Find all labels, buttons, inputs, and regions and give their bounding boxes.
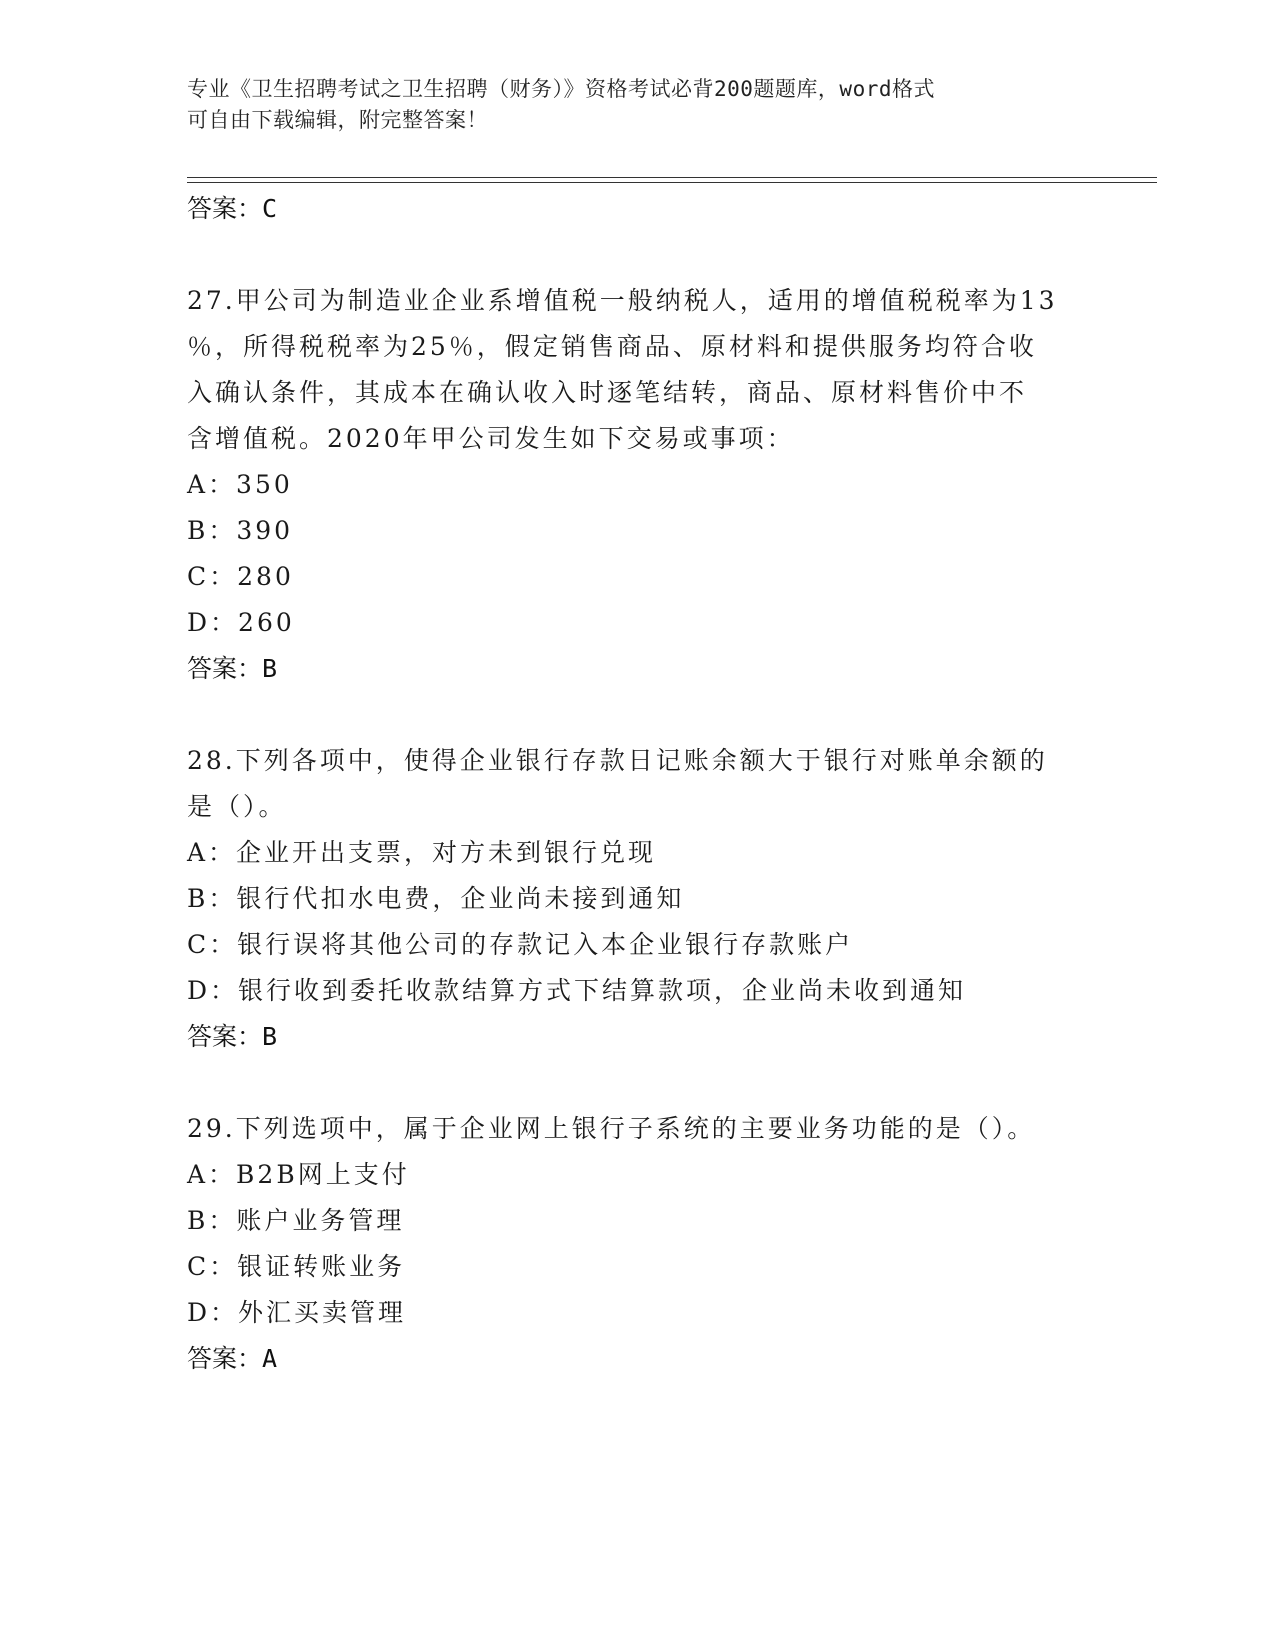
header-line-1: 专业《卫生招聘考试之卫生招聘（财务）》资格考试必背200题题库，word格式 (187, 77, 935, 101)
answer-29: 答案：A (187, 1344, 278, 1373)
answer-28: 答案：B (187, 1022, 278, 1051)
option-a: A：350 (187, 470, 293, 499)
question-text-line: 入确认条件，其成本在确认收入时逐笔结转，商品、原材料售价中不 (187, 378, 1028, 407)
option-c: C：280 (187, 562, 294, 591)
question-text-line: 28.下列各项中，使得企业银行存款日记账余额大于银行对账单余额的 (187, 746, 1048, 775)
option-b: B：银行代扣水电费，企业尚未接到通知 (187, 884, 685, 913)
option-d: D：外汇买卖管理 (187, 1298, 407, 1327)
previous-answer: 答案：C (187, 194, 278, 223)
question-text-line: 29.下列选项中，属于企业网上银行子系统的主要业务功能的是（）。 (187, 1114, 1036, 1143)
question-29 (187, 1106, 1087, 1382)
header-line-2: 可自由下载编辑，附完整答案！ (187, 108, 488, 132)
document-header (187, 74, 1087, 136)
option-b: B：账户业务管理 (187, 1206, 405, 1235)
question-28 (187, 738, 1087, 1060)
spacer (187, 232, 1087, 278)
question-text-line: 含增值税。2020年甲公司发生如下交易或事项： (187, 424, 795, 453)
option-b: B：390 (187, 516, 294, 545)
option-a: A：B2B网上支付 (187, 1160, 410, 1189)
spacer (187, 692, 1087, 738)
question-text-line: ％，所得税税率为25％，假定销售商品、原材料和提供服务均符合收 (187, 332, 1037, 361)
answer-27: 答案：B (187, 654, 278, 683)
question-text-line: 27.甲公司为制造业企业系增值税一般纳税人，适用的增值税税率为13 (187, 286, 1058, 315)
header-divider-top (187, 177, 1157, 178)
header-divider-bottom (187, 182, 1157, 183)
spacer (187, 1060, 1087, 1106)
option-a: A：企业开出支票，对方未到银行兑现 (187, 838, 657, 867)
question-text-line: 是（）。 (187, 792, 287, 821)
option-c: C：银证转账业务 (187, 1252, 406, 1281)
question-27 (187, 278, 1087, 692)
option-d: D：260 (187, 608, 295, 637)
question-list (187, 186, 1087, 1382)
option-c: C：银行误将其他公司的存款记入本企业银行存款账户 (187, 930, 854, 959)
option-d: D：银行收到委托收款结算方式下结算款项，企业尚未收到通知 (187, 976, 967, 1005)
